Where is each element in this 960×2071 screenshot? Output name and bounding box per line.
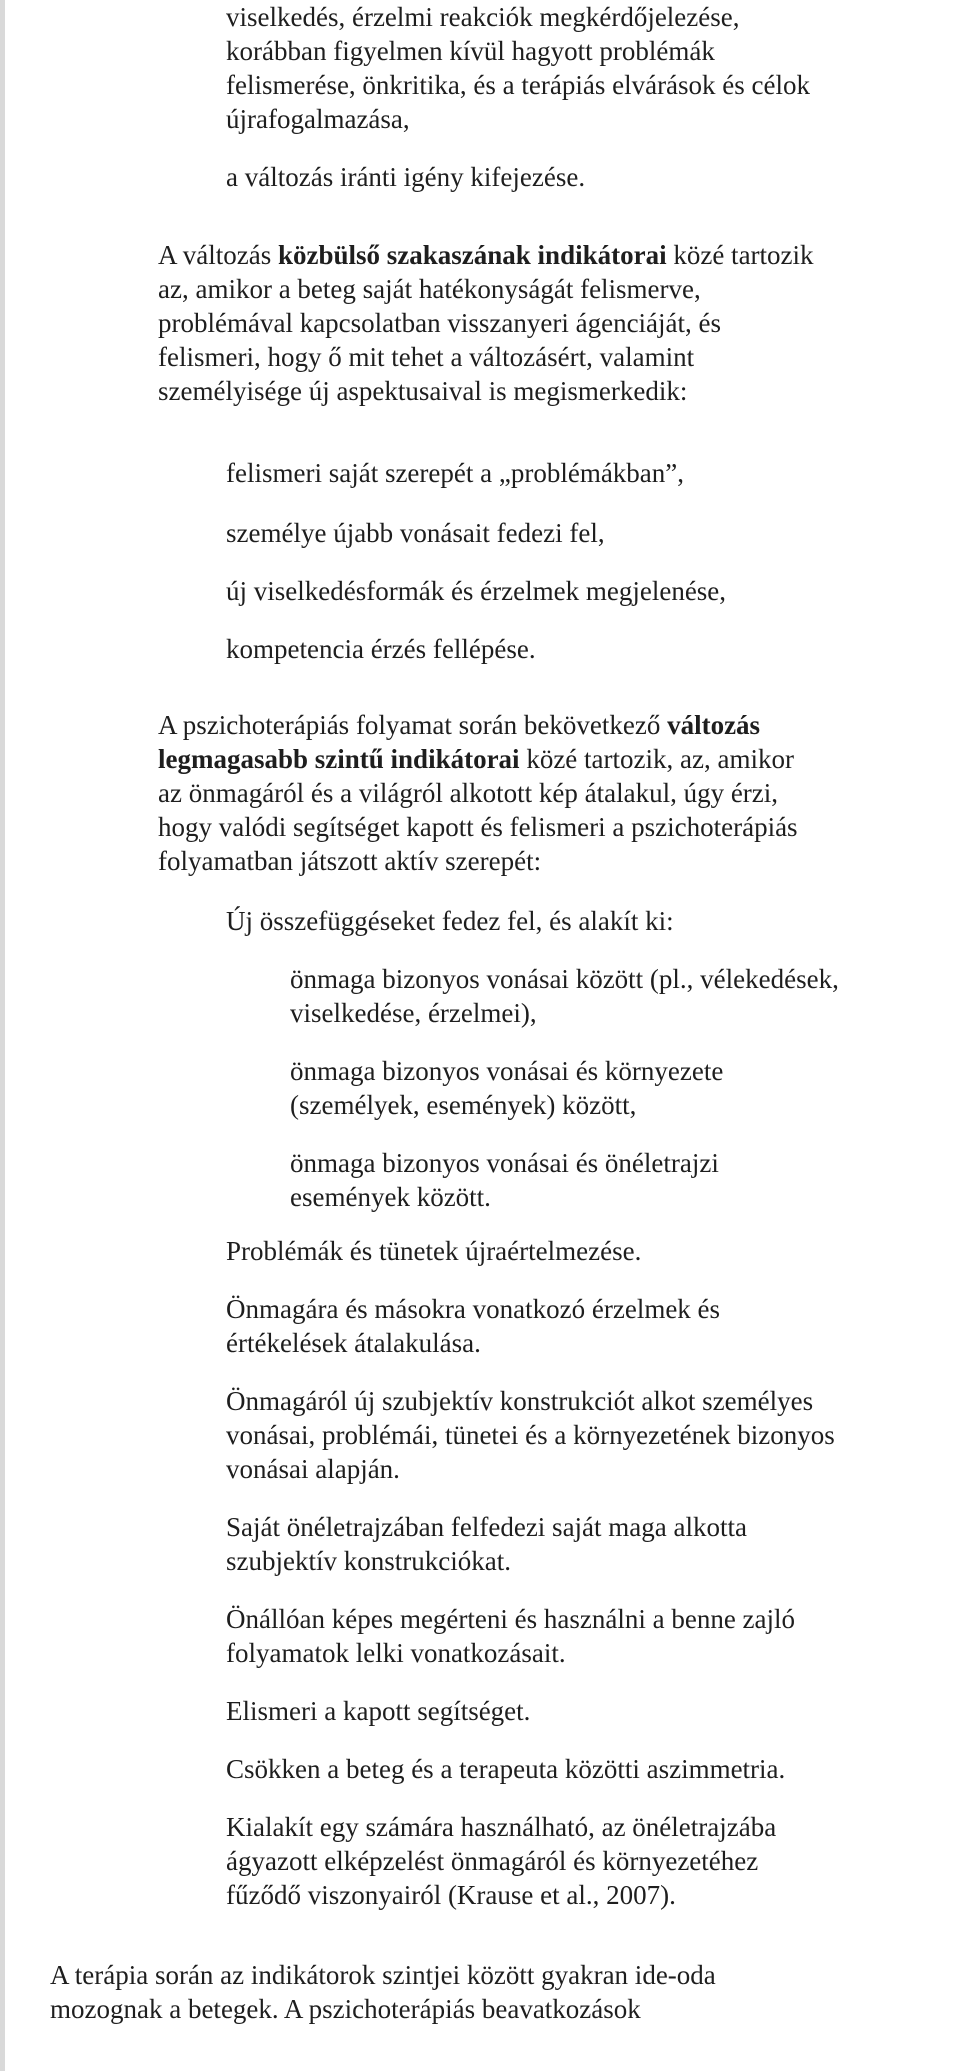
high-item-4-line-1: Saját önéletrajzában felfedezi saját maga alkotta — [226, 1512, 747, 1542]
high-item-8-line-3: fűződő viszonyairól (Krause et al., 2007). — [226, 1880, 676, 1910]
closing-para-line-1: A terápia során az indikátorok szintjei között gyakran ide-oda — [50, 1960, 716, 1990]
middle-item-1: felismeri saját szerepét a „problémákban”, — [226, 458, 685, 488]
high-indicator-term-part-1: változás — [667, 710, 761, 740]
connection-item-1-line-1: önmaga bizonyos vonásai között (pl., vélekedések, — [290, 964, 839, 994]
high-para-line-1: A pszichoterápiás folyamat során bekövetkező változás — [158, 710, 761, 740]
new-connections-heading: Új összefüggéseket fedez fel, és alakít ki: — [226, 906, 674, 936]
high-item-7-line-1: Csökken a beteg és a terapeuta közötti aszimmetria. — [226, 1754, 786, 1784]
middle-para-line-1: A változás közbülső szakaszának indikátorai közé tartozik — [158, 240, 814, 270]
high-item-1-line-1: Problémák és tünetek újraértelmezése. — [226, 1236, 642, 1266]
middle-item-3: új viselkedésformák és érzelmek megjelenése, — [226, 576, 727, 606]
high-para-line-5: folyamatban játszott aktív szerepét: — [158, 846, 542, 876]
high-item-5-line-1: Önállóan képes megérteni és használni a benne zajló — [226, 1604, 796, 1634]
high-item-8-line-1: Kialakít egy számára használható, az önéletrajzába — [226, 1812, 777, 1842]
intro-item-2-line-1: a változás iránti igény kifejezése. — [226, 162, 586, 192]
connection-item-1-line-2: viselkedése, érzelmei), — [290, 998, 537, 1028]
connection-item-2-line-2: (személyek, események) között, — [290, 1090, 637, 1120]
intro-item-1-line-2: korábban figyelmen kívül hagyott problémák — [226, 36, 715, 66]
high-item-2-line-1: Önmagára és másokra vonatkozó érzelmek és — [226, 1294, 721, 1324]
high-para-line-2: legmagasabb szintű indikátorai közé tartozik, az, amikor — [158, 744, 794, 774]
middle-para-line-2: az, amikor a beteg saját hatékonyságát felismerve, — [158, 274, 701, 304]
high-item-3-line-1: Önmagáról új szubjektív konstrukciót alkot személyes — [226, 1386, 814, 1416]
high-para-line-4: hogy valódi segítséget kapott és felismeri a pszichoterápiás — [158, 812, 798, 842]
middle-item-2: személye újabb vonásait fedezi fel, — [226, 518, 605, 548]
high-item-8-line-2: ágyazott elképzelést önmagáról és környezetéhez — [226, 1846, 759, 1876]
high-item-5-line-2: folyamatok lelki vonatkozásait. — [226, 1638, 566, 1668]
connection-item-3-line-1: önmaga bizonyos vonásai és önéletrajzi — [290, 1148, 719, 1178]
high-item-3-line-2: vonásai, problémái, tünetei és a környezetének bizonyos — [226, 1420, 835, 1450]
connection-item-3-line-2: események között. — [290, 1182, 491, 1212]
intro-item-1-line-1: viselkedés, érzelmi reakciók megkérdőjelezése, — [226, 2, 740, 32]
middle-item-4: kompetencia érzés fellépése. — [226, 634, 536, 664]
middle-indicator-term: közbülső szakaszának indikátorai — [277, 240, 667, 270]
closing-para-line-2: mozognak a betegek. A pszichoterápiás beavatkozások — [50, 1994, 641, 2024]
high-item-4-line-2: szubjektív konstrukciókat. — [226, 1546, 511, 1576]
intro-item-1-line-3: felismerése, önkritika, és a terápiás elvárások és célok — [226, 70, 811, 100]
connection-item-2-line-1: önmaga bizonyos vonásai és környezete — [290, 1056, 724, 1086]
middle-para-line-3: problémával kapcsolatban visszanyeri ágenciáját, és — [158, 308, 722, 338]
middle-para-line-4: felismeri, hogy ő mit tehet a változásért, valamint — [158, 342, 695, 372]
middle-para-line-5: személyisége új aspektusaival is megismerkedik: — [158, 376, 688, 406]
intro-item-1-line-4: újrafogalmazása, — [226, 104, 410, 134]
high-item-2-line-2: értékelések átalakulása. — [226, 1328, 481, 1358]
high-indicator-term-part-2: legmagasabb szintű indikátorai — [158, 744, 520, 774]
high-item-3-line-3: vonásai alapján. — [226, 1454, 400, 1484]
high-para-line-3: az önmagáról és a világról alkotott kép átalakul, úgy érzi, — [158, 778, 779, 808]
high-item-6-line-1: Elismeri a kapott segítséget. — [226, 1696, 531, 1726]
